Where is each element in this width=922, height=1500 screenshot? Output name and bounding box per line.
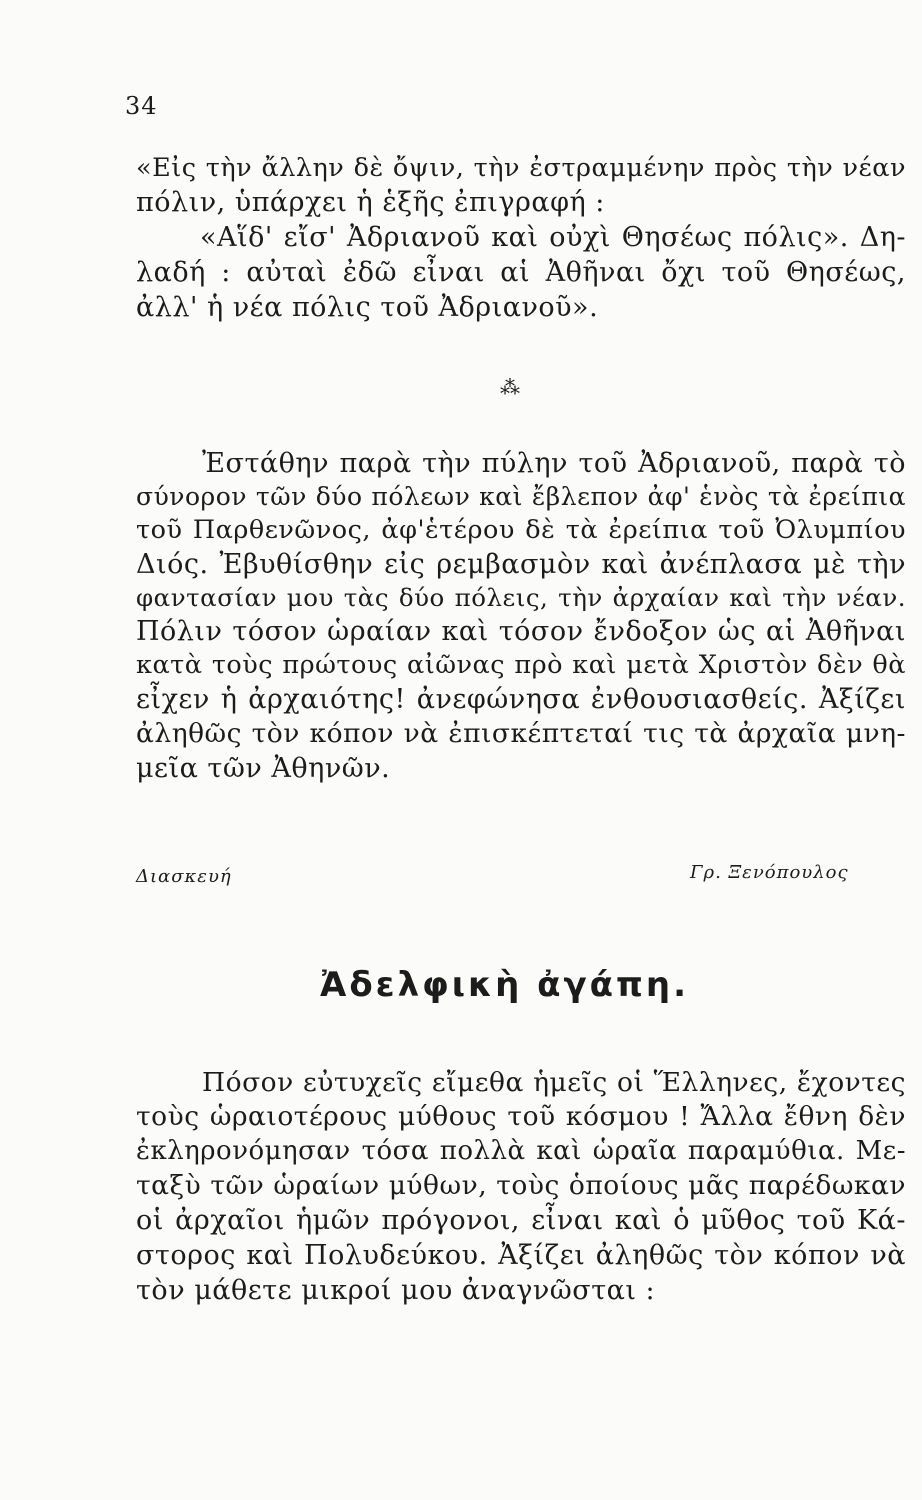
text-line: Ἐστάθην παρὰ τὴν πύλην τοῦ Ἀδριανοῦ, παρὰ τὸ <box>202 448 906 479</box>
text-line: ἐκληρονόμησαν τόσα πολλὰ καὶ ὡραῖα παραμύθια. Με- <box>136 1135 906 1166</box>
inscription-quote <box>136 152 906 326</box>
text-line: μεῖα τῶν Ἀθηνῶν. <box>136 753 391 785</box>
text-line: τὸν μάθετε μικροί μου ἀναγνῶσται : <box>136 1275 656 1307</box>
text-line: τοὺς ὡραιοτέρους μύθους τοῦ κόσμου ! Ἄλλα ἔθνη δὲν <box>136 1101 906 1133</box>
text-line: κατὰ τοὺς πρώτους αἰῶνας πρὸ καὶ μετὰ Χριστὸν δὲν θὰ <box>136 649 906 680</box>
text-line: «Εἰς τὴν ἄλλην δὲ ὄψιν, τὴν ἐστραμμένην πρὸς τὴν νέαν <box>136 153 906 183</box>
section-heading: Ἀδελφικὴ ἀγάπη. <box>320 965 690 1005</box>
text-line: Πόσον εὐτυχεῖς εἴμεθα ἡμεῖς οἱ Ἕλληνες, ἔχοντες <box>202 1067 906 1098</box>
text-line: Διός. Ἐβυθίσθην εἰς ρεμβασμὸν καὶ ἀνέπλασα μὲ τὴν <box>136 548 906 580</box>
text-line: λαδή : αὐταὶ ἐδῶ εἶναι αἱ Ἀθῆναι ὄχι τοῦ Θησέως, <box>136 257 906 289</box>
text-line: «Αἵδ' εἴσ' Ἀδριανοῦ καὶ οὐχὶ Θησέως πόλις». Δη- <box>200 222 906 254</box>
text-line: ταξὺ τῶν ὡραίων μύθων, τοὺς ὁποίους μᾶς παρέδωκαν <box>136 1169 906 1201</box>
text-line: οἱ ἀρχαῖοι ἡμῶν πρόγονοι, εἶναι καὶ ὁ μῦθος τοῦ Κά- <box>136 1205 906 1237</box>
text-line: φαντασίαν μου τὰς δύο πόλεις, τὴν ἀρχαίαν καὶ τὴν νέαν. <box>136 582 906 612</box>
text-line: στορος καὶ Πολυδεύκου. Ἀξίζει ἀληθῶς τὸν κόπον νὰ <box>136 1240 906 1272</box>
asterism-divider: ⁂ <box>500 375 520 399</box>
paragraph-brotherly-love <box>136 1066 906 1308</box>
text-line: πόλιν, ὑπάρχει ἡ ἑξῆς ἐπιγραφή : <box>136 187 605 219</box>
text-line: εἶχεν ἡ ἀρχαιότης! ἀνεφώνησα ἐνθουσιασθείς. Ἀξίζει <box>136 683 906 715</box>
page-number: 34 <box>125 92 158 120</box>
text-line: ἀληθῶς τὸν κόπον νὰ ἐπισκέπτεταί τις τὰ ἀρχαῖα μνη- <box>136 718 906 749</box>
text-line: τοῦ Παρθενῶνος, ἀφ'ἑτέρου δὲ τὰ ἐρείπια τοῦ Ὀλυμπίου <box>136 514 906 545</box>
author-signature: Γρ. Ξενόπουλος <box>690 862 849 883</box>
text-line: σύνορον τῶν δύο πόλεων καὶ ἔβλεπον ἀφ' ἑνὸς τὰ ἐρείπια <box>136 482 906 512</box>
text-line: ἀλλ' ἡ νέα πόλις τοῦ Ἀδριανοῦ». <box>136 292 599 324</box>
text-line: Πόλιν τόσον ὡραίαν καὶ τόσον ἔνδοξον ὡς αἱ Ἀθῆναι <box>136 615 906 647</box>
adaptation-note: Διασκευή <box>136 866 232 887</box>
paragraph-hadrian-gate <box>136 446 906 787</box>
